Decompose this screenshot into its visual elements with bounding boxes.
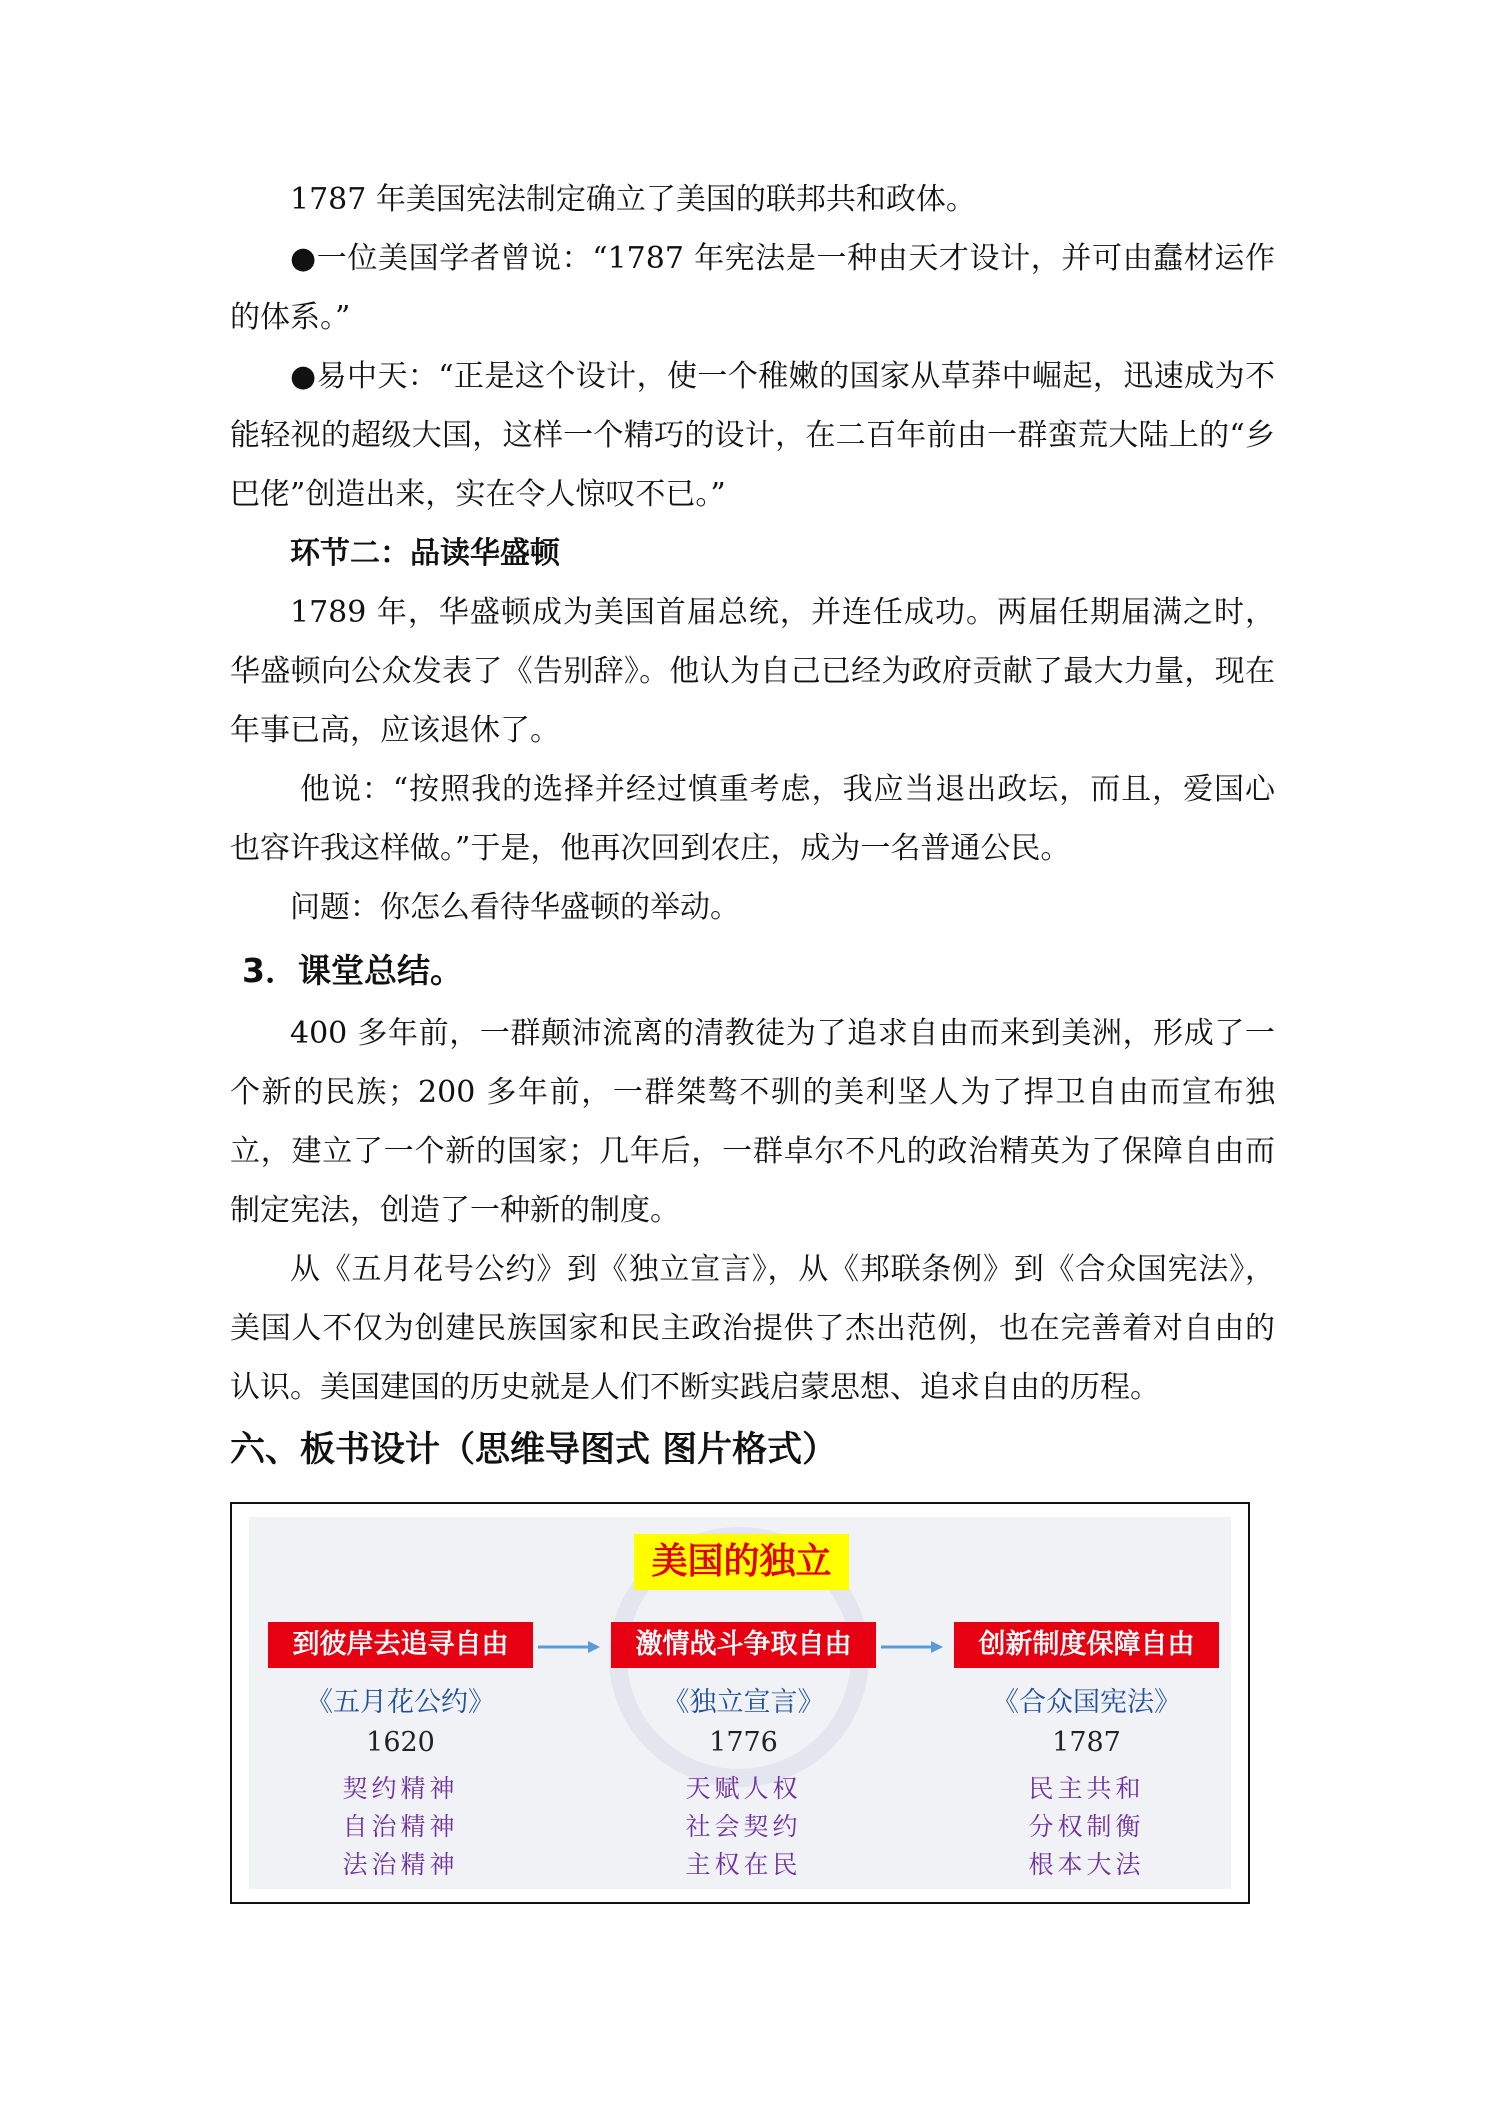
spirit-list (268, 1770, 533, 1884)
spirit-item: 主权在民 (685, 1850, 802, 1879)
spirit-item: 法治精神 (342, 1850, 459, 1879)
paragraph-summary-2: 从《五月花号公约》到《独立宣言》，从《邦联条例》到《合众国宪法》，美国人不仅为创建民族国家和民主政治提供了杰出范例，也在完善着对自由的认识。美国建国的历史就是人们不断实践启蒙思想、追求自由的历程。 (230, 1252, 1275, 1405)
spirit-item: 分权制衡 (1028, 1812, 1145, 1841)
year-label: 1776 (709, 1727, 778, 1758)
mindmap-column-mayflower (268, 1622, 533, 1884)
document-name: 《合众国宪法》 (992, 1687, 1181, 1718)
mindmap-canvas (249, 1517, 1231, 1889)
spirit-item: 社会契约 (685, 1812, 802, 1841)
mindmap-title: 美国的独立 (634, 1534, 849, 1590)
document-name: 《独立宣言》 (662, 1687, 825, 1718)
spirit-item: 民主共和 (1028, 1774, 1145, 1803)
spirit-item: 根本大法 (1028, 1850, 1145, 1879)
paragraph-constitution: 1787 年美国宪法制定确立了美国的联邦共和政体。 (290, 182, 976, 217)
section-heading-summary: 3．课堂总结。 (242, 951, 463, 990)
mindmap-column-constitution (954, 1622, 1219, 1884)
column-header: 激情战斗争取自由 (611, 1622, 876, 1668)
year-label: 1620 (366, 1727, 435, 1758)
paragraph-washington-quote: 他说：“按照我的选择并经过慎重考虑，我应当退出政坛，而且，爱国心也容许我这样做。”于是，他再次回到农庄，成为一名普通公民。 (230, 772, 1275, 866)
document-body (230, 170, 1275, 1488)
spirit-item: 天赋人权 (685, 1774, 802, 1803)
section-heading-board-design: 六、板书设计（思维导图式 图片格式） (230, 1430, 838, 1470)
column-header: 到彼岸去追寻自由 (268, 1622, 533, 1668)
arrow-right-icon (881, 1640, 943, 1654)
document-name: 《五月花公约》 (306, 1687, 495, 1718)
spirit-item: 自治精神 (342, 1812, 459, 1841)
spirit-list (954, 1770, 1219, 1884)
spirit-item: 契约精神 (342, 1774, 459, 1803)
arrow-right-icon (538, 1640, 600, 1654)
section-heading-washington: 环节二：品读华盛顿 (290, 536, 560, 571)
column-header: 创新制度保障自由 (954, 1622, 1219, 1668)
spirit-list (611, 1770, 876, 1884)
paragraph-yizhongtian-quote: ●易中天：“正是这个设计，使一个稚嫩的国家从草莽中崛起，迅速成为不能轻视的超级大国，这样一个精巧的设计，在二百年前由一群蛮荒大陆上的“乡巴佬”创造出来，实在令人惊叹不已。” (230, 359, 1275, 512)
paragraph-summary-1: 400 多年前，一群颠沛流离的清教徒为了追求自由而来到美洲，形成了一个新的民族；200 多年前，一群桀骜不驯的美利坚人为了捍卫自由而宣布独立，建立了一个新的国家；几年后，一群卓尔不凡的政治精英为了保障自由而制定宪法，创造了一种新的制度。 (230, 1016, 1275, 1228)
paragraph-scholar-quote: ●一位美国学者曾说：“1787 年宪法是一种由天才设计，并可由蠢材运作的体系。” (230, 241, 1275, 335)
mindmap-column-independence (611, 1622, 876, 1884)
year-label: 1787 (1052, 1727, 1121, 1758)
paragraph-washington-1789: 1789 年，华盛顿成为美国首届总统，并连任成功。两届任期届满之时，华盛顿向公众发表了《告别辞》。他认为自己已经为政府贡献了最大力量，现在年事已高，应该退休了。 (230, 595, 1275, 748)
mindmap-diagram (230, 1502, 1250, 1904)
paragraph-question: 问题：你怎么看待华盛顿的举动。 (290, 890, 740, 925)
